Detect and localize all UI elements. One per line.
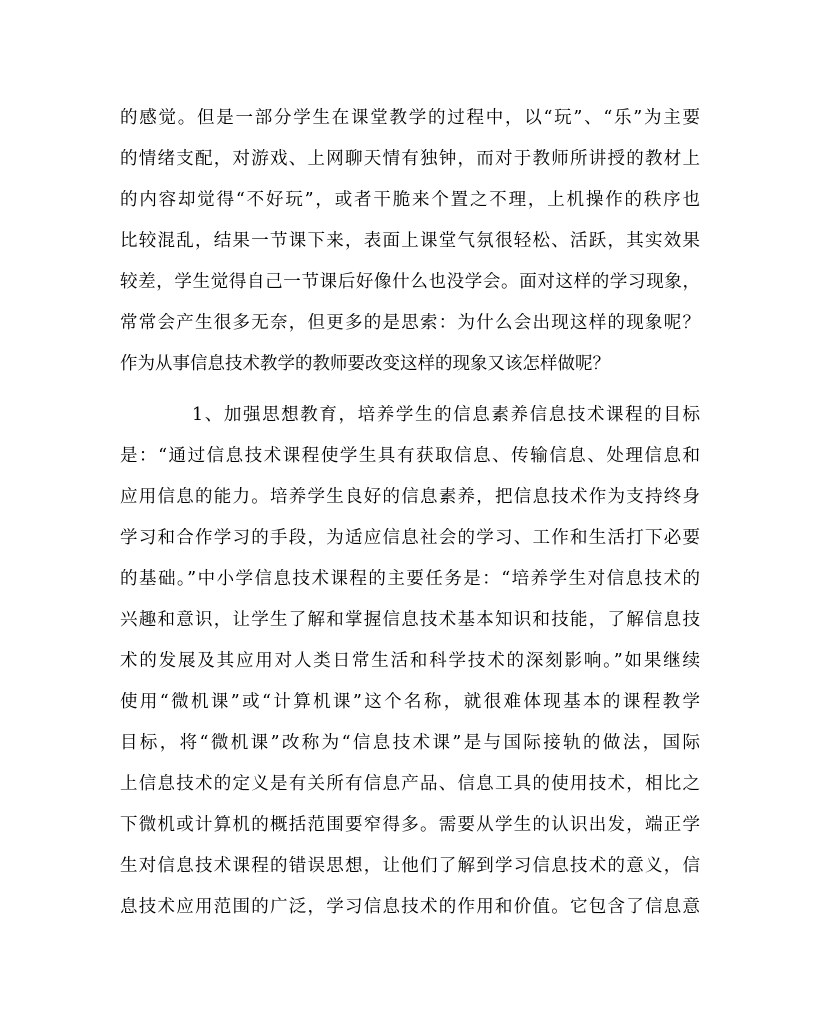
text-line: 下微机或计算机的概括范围要窄得多。需要从学生的认识出发，端正学 — [120, 815, 700, 835]
text-line: 生对信息技术课程的错误思想，让他们了解到学习信息技术的意义，信 — [120, 856, 700, 876]
text-line: 作为从事信息技术教学的教师要改变这样的现象又该怎样做呢？ — [120, 354, 610, 374]
text-line: 学习和合作学习的手段，为适应信息社会的学习、工作和生活打下必要 — [120, 528, 700, 548]
text-line: 1、加强思想教育，培养学生的信息素养信息技术课程的目标 — [192, 405, 700, 425]
text-line: 应用信息的能力。培养学生良好的信息素养，把信息技术作为支持终身 — [120, 487, 700, 507]
text-line: 是：“通过信息技术课程使学生具有获取信息、传输信息、处理信息和 — [120, 446, 700, 466]
text-line: 的感觉。但是一部分学生在课堂教学的过程中，以“玩”、“乐”为主要 — [120, 108, 700, 128]
text-line: 息技术应用范围的广泛，学习信息技术的作用和价值。它包含了信息意 — [120, 897, 700, 917]
text-line: 的内容却觉得“不好玩”，或者干脆来个置之不理，上机操作的秩序也 — [120, 190, 700, 210]
text-line: 常常会产生很多无奈，但更多的是思索：为什么会出现这样的现象呢？ — [120, 313, 700, 333]
text-line: 上信息技术的定义是有关所有信息产品、信息工具的使用技术，相比之 — [120, 774, 700, 794]
text-line: 使用“微机课”或“计算机课”这个名称，就很难体现基本的课程教学 — [120, 692, 700, 712]
text-line: 兴趣和意识，让学生了解和掌握信息技术基本知识和技能，了解信息技 — [120, 610, 700, 630]
text-line: 术的发展及其应用对人类日常生活和科学技术的深刻影响。”如果继续 — [120, 651, 700, 671]
text-line: 比较混乱，结果一节课下来，表面上课堂气氛很轻松、活跃，其实效果 — [120, 231, 700, 251]
text-line: 的情绪支配，对游戏、上网聊天情有独钟，而对于教师所讲授的教材上 — [120, 149, 700, 169]
text-line: 的基础。”中小学信息技术课程的主要任务是：“培养学生对信息技术的 — [120, 569, 700, 589]
text-line: 目标，将“微机课”改称为“信息技术课”是与国际接轨的做法，国际 — [120, 733, 700, 753]
text-line: 较差，学生觉得自己一节课后好像什么也没学会。面对这样的学习现象， — [120, 272, 700, 292]
